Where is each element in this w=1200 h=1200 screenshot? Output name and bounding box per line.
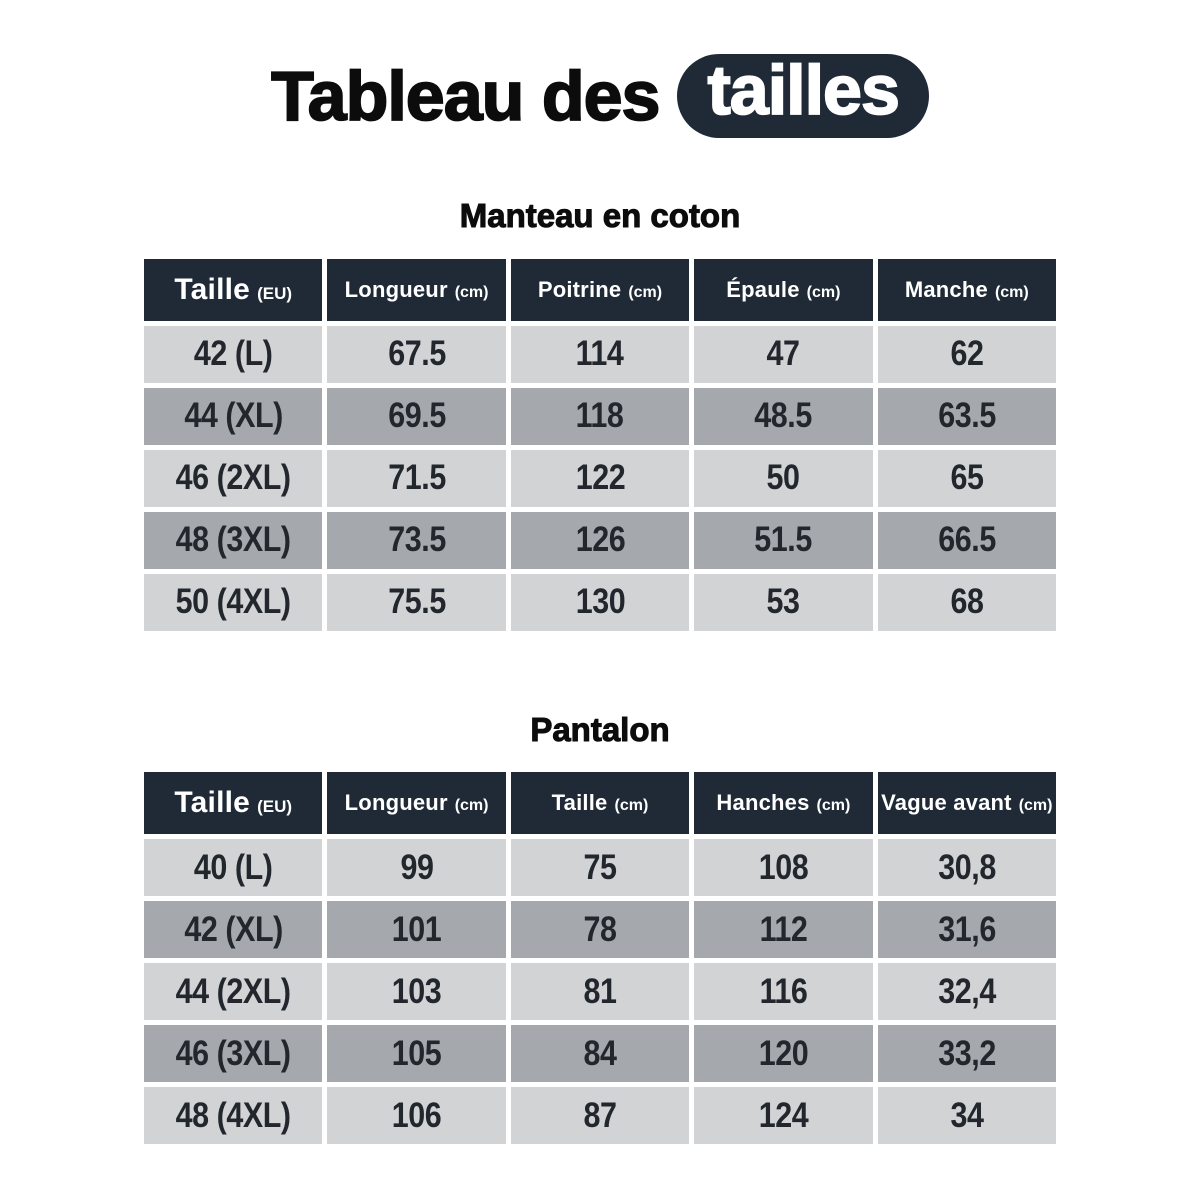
coat-size-table	[139, 254, 1061, 636]
value-cell	[327, 901, 505, 958]
size-cell	[144, 1087, 322, 1144]
value-cell	[327, 1025, 505, 1082]
value-cell	[878, 1087, 1056, 1144]
header-cell-longueur	[327, 259, 505, 321]
table-row	[144, 450, 1056, 507]
size-cell	[144, 326, 322, 383]
header-unit: (cm)	[614, 797, 649, 815]
value-cell	[327, 388, 505, 445]
header-label: Poitrine	[537, 276, 622, 302]
header-cell-taille	[144, 259, 322, 321]
header-unit: (cm)	[628, 283, 663, 301]
page-title-text: Tableau des	[271, 56, 660, 135]
cell-text: 47	[766, 334, 800, 374]
header-row	[144, 259, 1056, 321]
cell-text: 34	[950, 1095, 984, 1135]
cell-text: 84	[583, 1033, 617, 1073]
cell-text: 46 (2XL)	[175, 458, 291, 498]
header-label: Taille	[174, 786, 251, 820]
value-cell	[878, 512, 1056, 569]
cell-text: 48 (4XL)	[175, 1095, 291, 1135]
coat-table-title: Manteau en coton	[459, 197, 741, 234]
header-unit: (cm)	[806, 283, 841, 301]
cell-text: 53	[766, 582, 800, 622]
cell-text: 73.5	[387, 520, 446, 560]
cell-text: 50 (4XL)	[175, 582, 291, 622]
page-title-badge: tailles	[677, 54, 928, 138]
cell-text: 112	[759, 909, 808, 949]
value-cell	[511, 388, 689, 445]
page-title	[0, 0, 1200, 138]
value-cell	[878, 839, 1056, 896]
cell-text: 65	[950, 458, 984, 498]
size-cell	[144, 1025, 322, 1082]
value-cell	[327, 450, 505, 507]
header-label: Épaule	[726, 276, 800, 302]
table-row	[144, 963, 1056, 1020]
value-cell	[878, 574, 1056, 631]
cell-text: 51.5	[754, 520, 813, 560]
cell-text: 118	[576, 396, 624, 436]
value-cell	[694, 326, 872, 383]
value-cell	[694, 512, 872, 569]
cell-text: 75	[583, 847, 617, 887]
cell-text: 42 (XL)	[183, 909, 283, 949]
header-cell-epaule	[694, 259, 872, 321]
cell-text: 78	[583, 909, 617, 949]
value-cell	[327, 326, 505, 383]
cell-text: 46 (3XL)	[175, 1033, 291, 1073]
value-cell	[878, 901, 1056, 958]
value-cell	[327, 574, 505, 631]
value-cell	[878, 326, 1056, 383]
header-label: Taille	[174, 272, 251, 306]
coat-table-header	[144, 259, 1056, 321]
table-row	[144, 1087, 1056, 1144]
cell-text: 130	[575, 582, 625, 622]
value-cell	[694, 574, 872, 631]
pants-table-body	[144, 839, 1056, 1144]
cell-text: 116	[759, 971, 808, 1011]
value-cell	[327, 839, 505, 896]
table-row	[144, 901, 1056, 958]
header-unit: (cm)	[816, 797, 851, 815]
table-row	[144, 388, 1056, 445]
size-cell	[144, 450, 322, 507]
cell-text: 68	[950, 582, 984, 622]
header-unit: (cm)	[994, 283, 1029, 301]
header-unit: (cm)	[454, 283, 489, 301]
cell-text: 124	[758, 1095, 809, 1135]
cell-text: 62	[950, 334, 984, 374]
cell-text: 44 (XL)	[183, 396, 283, 436]
value-cell	[327, 963, 505, 1020]
cell-text: 67.5	[387, 334, 446, 374]
table-row	[144, 839, 1056, 896]
cell-text: 42 (L)	[193, 334, 273, 374]
value-cell	[694, 1025, 872, 1082]
value-cell	[694, 450, 872, 507]
header-row	[144, 772, 1056, 834]
value-cell	[511, 963, 689, 1020]
value-cell	[694, 1087, 872, 1144]
header-cell-taille	[144, 772, 322, 834]
value-cell	[694, 963, 872, 1020]
cell-text: 63.5	[938, 396, 996, 436]
header-label: Longueur	[344, 790, 448, 816]
value-cell	[878, 388, 1056, 445]
cell-text: 106	[391, 1095, 442, 1135]
value-cell	[327, 1087, 505, 1144]
cell-text: 126	[575, 520, 625, 560]
cell-text: 66.5	[938, 520, 996, 560]
header-cell-longueur	[327, 772, 505, 834]
cell-text: 32,4	[938, 971, 996, 1011]
cell-text: 101	[391, 909, 442, 949]
value-cell	[327, 512, 505, 569]
size-cell	[144, 901, 322, 958]
value-cell	[511, 450, 689, 507]
size-cell	[144, 388, 322, 445]
header-cell-hanches	[694, 772, 872, 834]
header-label: Longueur	[344, 276, 448, 302]
cell-text: 69.5	[387, 396, 446, 436]
value-cell	[511, 512, 689, 569]
header-cell-poitrine	[511, 259, 689, 321]
cell-text: 114	[576, 334, 624, 374]
cell-text: 50	[766, 458, 800, 498]
pants-table-title: Pantalon	[530, 710, 670, 748]
size-cell	[144, 574, 322, 631]
header-label: Manche	[904, 276, 988, 302]
cell-text: 40 (L)	[193, 847, 273, 887]
value-cell	[694, 839, 872, 896]
cell-text: 48.5	[754, 396, 813, 436]
cell-text: 103	[391, 971, 442, 1011]
cell-text: 122	[575, 458, 625, 498]
header-label: Hanches	[716, 790, 810, 816]
cell-text: 75.5	[387, 582, 446, 622]
value-cell	[511, 1087, 689, 1144]
cell-text: 105	[391, 1033, 442, 1073]
cell-text: 108	[758, 847, 809, 887]
header-unit: (EU)	[257, 283, 293, 303]
pants-table-header	[144, 772, 1056, 834]
value-cell	[511, 901, 689, 958]
coat-table-body	[144, 326, 1056, 631]
header-cell-vague-avant	[878, 772, 1056, 834]
value-cell	[511, 326, 689, 383]
value-cell	[511, 839, 689, 896]
cell-text: 99	[400, 847, 434, 887]
table-row	[144, 326, 1056, 383]
value-cell	[511, 574, 689, 631]
cell-text: 30,8	[938, 847, 996, 887]
size-cell	[144, 512, 322, 569]
cell-text: 48 (3XL)	[175, 520, 291, 560]
cell-text: 44 (2XL)	[175, 971, 291, 1011]
header-cell-taille-cm	[511, 772, 689, 834]
table-row	[144, 1025, 1056, 1082]
value-cell	[694, 901, 872, 958]
header-cell-manche	[878, 259, 1056, 321]
size-cell	[144, 839, 322, 896]
cell-text: 81	[583, 971, 617, 1011]
header-label: Vague avant	[881, 790, 1012, 816]
table-row	[144, 512, 1056, 569]
pants-size-table	[139, 767, 1061, 1149]
header-label: Taille	[551, 790, 608, 816]
value-cell	[878, 450, 1056, 507]
value-cell	[694, 388, 872, 445]
header-unit: (cm)	[1018, 797, 1053, 815]
cell-text: 71.5	[387, 458, 446, 498]
value-cell	[511, 1025, 689, 1082]
header-unit: (cm)	[454, 797, 489, 815]
cell-text: 87	[583, 1095, 617, 1135]
header-unit: (EU)	[257, 797, 293, 817]
cell-text: 120	[758, 1033, 809, 1073]
table-row	[144, 574, 1056, 631]
cell-text: 33,2	[938, 1033, 996, 1073]
cell-text: 31,6	[938, 909, 996, 949]
value-cell	[878, 1025, 1056, 1082]
value-cell	[878, 963, 1056, 1020]
size-cell	[144, 963, 322, 1020]
